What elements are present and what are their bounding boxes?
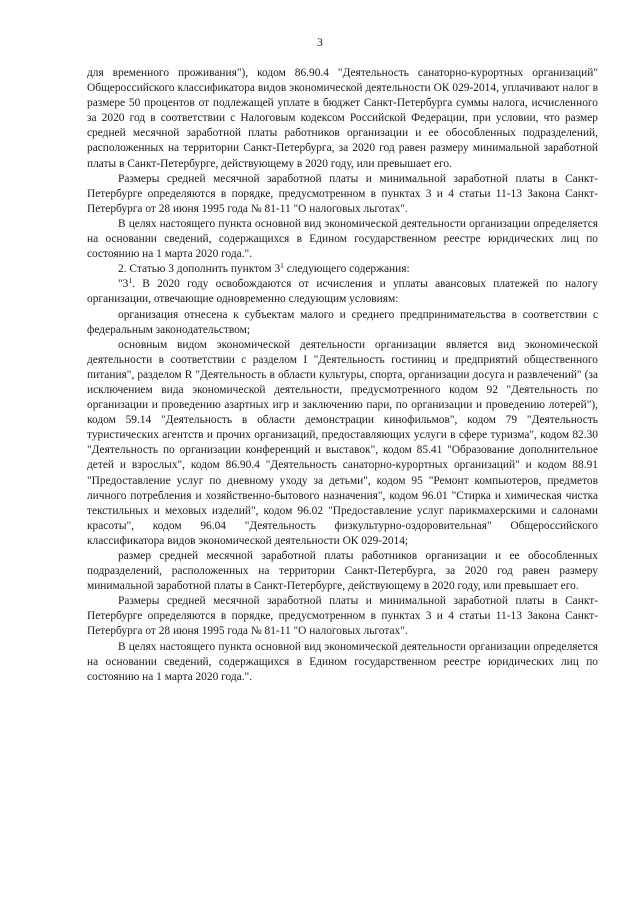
paragraph (87, 277, 598, 307)
superscript: 1 (128, 276, 133, 286)
document-body (87, 66, 598, 685)
paragraph-text: 2. Статью 3 дополнить пунктом 3 (118, 263, 281, 276)
paragraph-text: "3 (118, 278, 129, 291)
paragraph: В целях настоящего пункта основной вид экономической деятельности организации определяется на основании сведений, содержащихся в Едином государственном реестре юридических лиц по состоянию на 1 марта 2020 года.". (87, 217, 598, 261)
paragraph-text: следующего содержания: (283, 263, 410, 276)
paragraph: размер средней месячной заработной платы работников организации и ее обособленных подразделений, расположенных на территории Санкт-Петербурга, за 2020 год равен размеру минимальной заработной платы в Санкт-Петербурге, действующему в 2020 году, или превышает его. (87, 550, 598, 593)
paragraph: Размеры средней месячной заработной платы и минимальной заработной платы в Санкт-Петербурге определяются в порядке, предусмотренном в пунктах 3 и 4 статьи 11-13 Закона Санкт-Петербурга от 28 июня 1995 года № 81-11 "О налоговых льготах". (87, 595, 598, 638)
paragraph: Размеры средней месячной заработной платы и минимальной заработной платы в Санкт-Петербурге определяются в порядке, предусмотренном в пунктах 3 и 4 статьи 11-13 Закона Санкт-Петербурга от 28 июня 1995 года № 81-11 "О налоговых льготах". (87, 172, 598, 215)
superscript: 1 (280, 261, 284, 271)
paragraph: для временного проживания"), кодом 86.90.4 "Деятельность санаторно-курортных организаций" Общероссийского классификатора видов экономической деятельности ОК 029-2014, уплачивают налог в размере 50 процентов от подлежащей уплате в бюджет Санкт-Петербурга суммы налога, исчисленного за 2020 год в соответствии с Налоговым кодексом Российской Федерации, при условии, что размер средней месячной заработной платы работников организации и ее обособленных подразделений, расположенных на территории Санкт-Петербурга, за 2020 год равен размеру минимальной заработной платы в Санкт-Петербурге, действующему в 2020 году, или превышает его. (87, 67, 598, 170)
paragraph: организация отнесена к субъектам малого и среднего предпринимательства в соответствии с федеральным законодательством; (87, 308, 598, 336)
page-number: 3 (317, 37, 323, 49)
paragraph-text: . В 2020 году освобождаются от исчисления и уплаты авансовых платежей по налогу организации, отвечающие одновременно следующим условиям: (87, 278, 598, 306)
paragraph (87, 262, 598, 277)
paragraph: В целях настоящего пункта основной вид экономической деятельности организации определяется на основании сведений, содержащихся в Едином государственном реестре юридических лиц по состоянию на 1 марта 2020 года.". (87, 640, 598, 683)
paragraph: основным видом экономической деятельности организации является вид экономической деятельности в соответствии с разделом I "Деятельность гостиниц и предприятий общественного питания", разделом R "Деятельность в области культуры, спорта, организации досуга и развлечений" (за исключением вида экономической деятельности, предусмотренного кодом 92 "Деятельность по организации и проведению азартных игр и заключению пари, по организации и проведению лотерей"), кодом 59.14 "Деятельность в области демонстрации кинофильмов", кодом 79 "Деятельность туристических агентств и прочих организаций, предоставляющих услуги в сфере туризма", кодом 82.30 "Деятельность по организации конференций и выставок", кодом 85.41 "Образование дополнительное детей и взрослых", кодом 86.90.4 "Деятельность санаторно-курортных организаций" и кодом 88.91 "Предоставление услуг по дневному уходу за детьми", кодом 95 "Ремонт компьютеров, предметов личного потребления и хозяйственно-бытового назначения", кодом 96.01 "Стирка и химическая чистка текстильных и меховых изделий", кодом 96.02 "Предоставление услуг парикмахерскими и салонами красоты", кодом 96.04 "Деятельность физкультурно-оздоровительная" Общероссийского классификатора видов экономической деятельности ОК 029-2014; (87, 338, 598, 547)
